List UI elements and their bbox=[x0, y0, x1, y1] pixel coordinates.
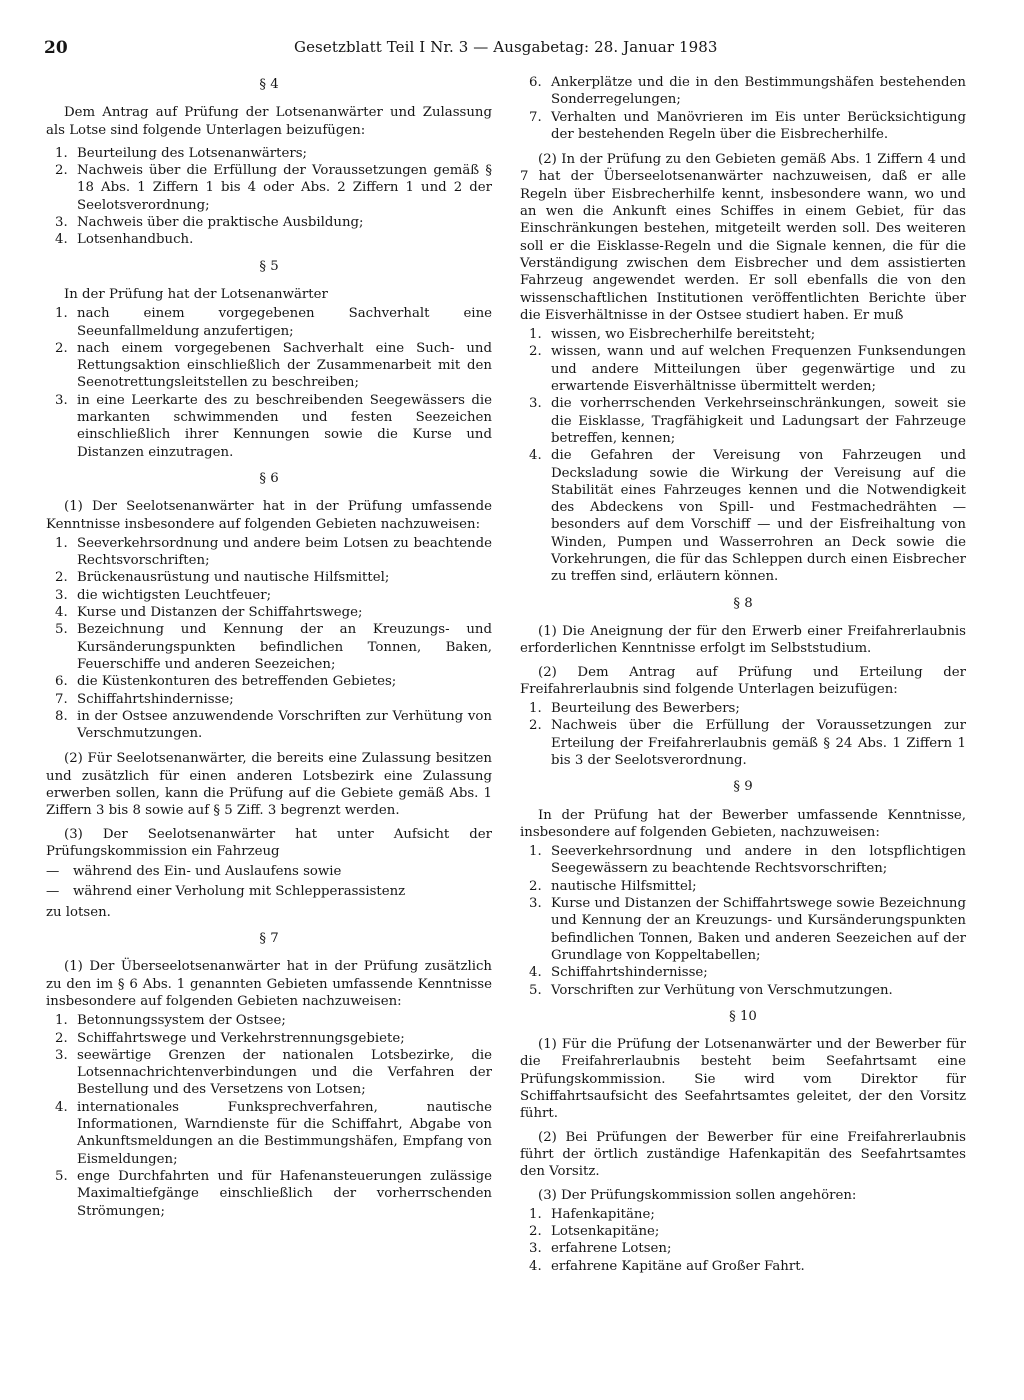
item-text: Nachweis über die praktische Ausbildung; bbox=[77, 215, 364, 231]
item-text: Beurteilung des Lotsenanwärters; bbox=[77, 145, 308, 161]
list-item bbox=[46, 340, 492, 392]
list-item bbox=[46, 621, 492, 673]
item-text: Bezeichnung und Kennung der an Kreuzungs- und Kursänderungspunkten befindlichen Tonnen, Baken, Feuerschiffe und anderen Seezeichen; bbox=[77, 622, 492, 672]
list-item bbox=[520, 447, 966, 585]
section-10-list bbox=[520, 1206, 966, 1275]
item-text: nach einem vorgegebenen Sachverhalt eine Such- und Rettungsaktion einschließlich der Zusammenarbeit mit den Seenotrettungsleitstellen zu beschreiben; bbox=[77, 340, 492, 391]
item-text: Hafenkapitäne; bbox=[551, 1206, 655, 1222]
item-text: während des Ein- und Auslaufens sowie bbox=[73, 864, 342, 880]
item-number: 1. bbox=[529, 844, 542, 860]
section-4-intro: Dem Antrag auf Prüfung der Lotsenanwärter und Zulassung als Lotse sind folgende Unterlagen beizufügen: bbox=[46, 105, 492, 138]
item-number: 3. bbox=[55, 1047, 68, 1063]
item-text: Lotsenkapitäne; bbox=[551, 1224, 660, 1240]
item-text: nach einem vorgegebenen Sachverhalt eine Seeunfallmeldung anzufertigen; bbox=[77, 306, 492, 339]
list-item bbox=[46, 604, 492, 621]
item-number: 4. bbox=[529, 448, 542, 464]
item-text: in eine Leerkarte des zu beschreibenden Seegewässers die markanten schwimmenden und festen Seezeichen einschließlich ihrer Kennungen sowie die Kurse und Distanzen einzutragen. bbox=[77, 392, 492, 460]
item-text: die Küstenkonturen des betreffenden Gebietes; bbox=[77, 674, 397, 690]
section-6-paragraph-3-end: zu lotsen. bbox=[46, 904, 111, 920]
item-text: während einer Verholung mit Schlepperassistenz bbox=[73, 884, 406, 900]
section-10-paragraph-2: (2) Bei Prüfungen der Bewerber für eine Freifahrerlaubnis führt der örtlich zuständige Hafenkapitän des Seefahrtsamtes den Vorsitz. bbox=[520, 1129, 966, 1180]
section-heading-6: § 6 bbox=[259, 470, 279, 486]
item-text: Verhalten und Manövrieren im Eis unter Berücksichtigung der bestehenden Regeln über die Eisbrecherhilfe. bbox=[551, 109, 966, 142]
list-item bbox=[46, 162, 492, 214]
section-4-list bbox=[46, 145, 492, 249]
section-9-intro: In der Prüfung hat der Bewerber umfassende Kenntnisse, insbesondere auf folgenden Gebieten, nachzuweisen: bbox=[520, 807, 966, 840]
section-6-paragraph-2: (2) Für Seelotsenanwärter, die bereits eine Zulassung besitzen und zusätzlich für einen anderen Lotsbezirk eine Zulassung erwerben sollen, kann die Prüfung auf die Gebiete gemäß Abs. 1 Ziffern 3 bis 8 sowie auf § 5 Ziff. 3 begrenzt werden. bbox=[46, 751, 492, 819]
item-number: 4. bbox=[55, 232, 68, 248]
item-number: 4. bbox=[529, 1258, 542, 1274]
list-item bbox=[520, 109, 966, 144]
list-item bbox=[520, 878, 966, 895]
list-item bbox=[520, 343, 966, 395]
list-item bbox=[520, 843, 966, 878]
list-item bbox=[46, 708, 492, 743]
section-7-paragraph-2: (2) In der Prüfung zu den Gebieten gemäß Abs. 1 Ziffern 4 und 7 hat der Überseelotsenanwärter nachzuweisen, daß er alle Regeln über Eisbrecherhilfe kennt, insbesondere wann, wo und an wen die Ankunft eines Schiffes in einem Gebiet, für das Einschränkungen bestehen, mitgeteilt werden soll. Des weiteren soll er die Eisklasse-Regeln und die Signale kennen, die für die Verständigung zwischen dem Eisbrecher und dem assistierten Fahrzeug angewendet werden. Er soll ebenfalls die von den wissenschaftlichen Institutionen veröffentlichten Berichte über die Eisverhältnisse in der Ostsee studiert haben. Er muß bbox=[520, 152, 966, 323]
list-item bbox=[520, 717, 966, 769]
item-text: wissen, wann und auf welchen Frequenzen Funksendungen und andere Mitteilungen über gegenwärtige und zu erwartende Eisverhältnisse übermittelt werden; bbox=[551, 344, 966, 395]
item-text: die Gefahren der Vereisung von Fahrzeugen und Decksladung sowie die Wirkung der Vereisung auf die Stabilität eines Fahrzeuges kennen und die Notwendigkeit des Abdeckens von Spill- und Festmachedrähten — besonders auf dem Vorschiff — und der Eisfreihaltung von Winden, Pumpen und Wasserrohren an Deck sowie die Vorkehrungen, die für das Schleppen durch einen Eisbrecher zu treffen sind, erläutern können. bbox=[551, 448, 966, 585]
item-number: 7. bbox=[55, 691, 68, 707]
list-item bbox=[520, 326, 966, 343]
item-text: internationales Funksprechverfahren, nautische Informationen, Warndienste für die Schiffahrt, Abgabe von Ankunftsmeldungen an die Bestimmungshäfen, Empfang von Eismeldungen; bbox=[77, 1099, 492, 1167]
list-item bbox=[46, 1012, 492, 1029]
item-number: 5. bbox=[55, 1168, 68, 1184]
list-item bbox=[46, 673, 492, 690]
section-heading-9: § 9 bbox=[733, 779, 753, 795]
section-6-list bbox=[46, 535, 492, 743]
section-7-list-continued bbox=[520, 74, 966, 143]
item-text: Nachweis über die Erfüllung der Voraussetzungen gemäß § 18 Abs. 1 Ziffern 1 bis 4 oder Abs. 2 Ziffern 1 und 2 der Seelotsverordnung; bbox=[77, 163, 492, 213]
page-number: 20 bbox=[44, 38, 68, 58]
item-number: 3. bbox=[55, 392, 68, 408]
section-heading-8: § 8 bbox=[733, 595, 753, 611]
item-number: 2. bbox=[55, 1030, 68, 1046]
dash-list-item bbox=[46, 863, 492, 880]
running-head: Gesetzblatt Teil I Nr. 3 — Ausgabetag: 28. Januar 1983 bbox=[294, 38, 718, 56]
left-column bbox=[46, 74, 492, 1228]
list-item bbox=[46, 214, 492, 231]
section-9-list bbox=[520, 843, 966, 999]
section-10-paragraph-3: (3) Der Prüfungskommission sollen angehören: bbox=[538, 1187, 857, 1203]
list-item bbox=[46, 1047, 492, 1099]
item-text: Vorschriften zur Verhütung von Verschmutzungen. bbox=[551, 982, 893, 998]
list-item bbox=[520, 982, 966, 999]
dash-mark: — bbox=[46, 884, 60, 900]
list-item bbox=[520, 1223, 966, 1240]
dash-mark: — bbox=[46, 864, 60, 880]
list-item bbox=[520, 1240, 966, 1257]
section-7-sublist bbox=[520, 326, 966, 585]
list-item bbox=[46, 1168, 492, 1220]
item-number: 2. bbox=[529, 878, 542, 894]
list-item bbox=[520, 895, 966, 964]
section-5-intro: In der Prüfung hat der Lotsenanwärter bbox=[64, 286, 328, 302]
list-item bbox=[520, 395, 966, 447]
item-number: 3. bbox=[55, 215, 68, 231]
item-text: Beurteilung des Bewerbers; bbox=[551, 701, 740, 717]
item-text: Lotsenhandbuch. bbox=[77, 232, 194, 248]
section-8-list bbox=[520, 700, 966, 769]
list-item bbox=[46, 587, 492, 604]
section-6-paragraph-3: (3) Der Seelotsenanwärter hat unter Aufsicht der Prüfungskommission ein Fahrzeug bbox=[46, 826, 492, 859]
item-text: Schiffahrtswege und Verkehrstrennungsgebiete; bbox=[77, 1030, 405, 1046]
list-item bbox=[46, 231, 492, 248]
list-item bbox=[46, 392, 492, 461]
item-text: enge Durchfahrten und für Hafenansteuerungen zulässige Maximaltiefgänge einschließlich der vorherrschenden Strömungen; bbox=[77, 1168, 492, 1219]
item-text: nautische Hilfsmittel; bbox=[551, 878, 697, 894]
section-8-paragraph-1: (1) Die Aneignung der für den Erwerb einer Freifahrerlaubnis erforderlichen Kenntnisse erfolgt im Selbststudium. bbox=[520, 623, 966, 657]
section-7-list bbox=[46, 1012, 492, 1220]
item-number: 2. bbox=[529, 718, 542, 734]
item-number: 8. bbox=[55, 708, 68, 724]
section-heading-4: § 4 bbox=[259, 77, 279, 92]
item-text: die wichtigsten Leuchtfeuer; bbox=[77, 587, 272, 603]
list-item bbox=[46, 145, 492, 162]
list-item bbox=[46, 305, 492, 340]
section-7-paragraph-1: (1) Der Überseelotsenanwärter hat in der Prüfung zusätzlich zu den im § 6 Abs. 1 genannten Gebieten umfassende Kenntnisse insbesondere auf folgenden Gebieten nachzuweisen: bbox=[46, 959, 492, 1009]
item-number: 1. bbox=[529, 327, 542, 343]
item-text: Schiffahrtshindernisse; bbox=[551, 965, 708, 981]
item-number: 2. bbox=[529, 344, 542, 360]
item-text: Seeverkehrsordnung und andere in den lotspflichtigen Seegewässern zu beachtende Rechtsvorschriften; bbox=[551, 844, 966, 877]
list-item bbox=[46, 1099, 492, 1168]
item-number: 5. bbox=[55, 622, 68, 638]
list-item bbox=[46, 569, 492, 586]
item-number: 2. bbox=[529, 1224, 542, 1240]
item-text: erfahrene Kapitäne auf Großer Fahrt. bbox=[551, 1258, 805, 1274]
item-number: 3. bbox=[529, 396, 542, 412]
item-number: 4. bbox=[55, 1099, 68, 1115]
item-text: wissen, wo Eisbrecherhilfe bereitsteht; bbox=[551, 327, 816, 343]
item-number: 4. bbox=[55, 605, 68, 621]
item-text: Schiffahrtshindernisse; bbox=[77, 691, 234, 707]
list-item bbox=[46, 1030, 492, 1047]
section-heading-7: § 7 bbox=[259, 931, 279, 947]
list-item bbox=[46, 691, 492, 708]
item-text: Brückenausrüstung und nautische Hilfsmittel; bbox=[77, 570, 390, 586]
item-text: die vorherrschenden Verkehrseinschränkungen, soweit sie die Eisklasse, Tragfähigkeit und Ladungsart der Fahrzeuge betreffen, kennen; bbox=[551, 396, 966, 446]
item-number: 4. bbox=[529, 965, 542, 981]
item-number: 2. bbox=[55, 163, 68, 179]
item-number: 3. bbox=[55, 587, 68, 603]
section-10-paragraph-1: (1) Für die Prüfung der Lotsenanwärter und der Bewerber für die Freifahrerlaubnis besteht beim Seefahrtsamt eine Prüfungskommission. Sie wird vom Direktor für Schiffahrtsaufsicht des Seefahrtsamtes geleitet, der den Vorsitz führt. bbox=[520, 1037, 966, 1122]
section-5-list bbox=[46, 305, 492, 461]
item-text: in der Ostsee anzuwendende Vorschriften zur Verhütung von Verschmutzungen. bbox=[77, 708, 492, 742]
section-heading-10: § 10 bbox=[729, 1008, 757, 1024]
item-number: 5. bbox=[529, 982, 542, 998]
dash-list-item bbox=[46, 883, 492, 900]
item-number: 1. bbox=[55, 306, 68, 322]
section-6-dash-list bbox=[46, 863, 492, 901]
list-item bbox=[520, 964, 966, 981]
item-text: Betonnungssystem der Ostsee; bbox=[77, 1013, 286, 1029]
item-text: Nachweis über die Erfüllung der Voraussetzungen zur Erteilung der Freifahrerlaubnis gemäß § 24 Abs. 1 Ziffern 1 bis 3 der Seelotsverordnung. bbox=[551, 718, 966, 768]
item-number: 1. bbox=[529, 701, 542, 717]
item-number: 6. bbox=[529, 75, 542, 90]
section-8-paragraph-2: (2) Dem Antrag auf Prüfung und Erteilung der Freifahrerlaubnis sind folgende Unterlagen beizufügen: bbox=[520, 664, 966, 697]
item-number: 2. bbox=[55, 570, 68, 586]
item-number: 3. bbox=[529, 1241, 542, 1257]
section-6-paragraph-1: (1) Der Seelotsenanwärter hat in der Prüfung umfassende Kenntnisse insbesondere auf folgenden Gebieten nachzuweisen: bbox=[46, 499, 492, 532]
section-heading-5: § 5 bbox=[259, 258, 279, 274]
item-number: 1. bbox=[55, 1013, 68, 1029]
item-number: 2. bbox=[55, 340, 68, 356]
item-text: Kurse und Distanzen der Schiffahrtswege sowie Bezeichnung und Kennung der an Kreuzungs- und Kursänderungspunkten befindlichen Tonnen, Baken und anderen Seezeichen auf der Grundlage von Koppeltabellen; bbox=[551, 896, 966, 963]
item-number: 1. bbox=[55, 535, 68, 551]
item-text: Seeverkehrsordnung und andere beim Lotsen zu beachtende Rechtsvorschriften; bbox=[77, 535, 492, 569]
item-number: 6. bbox=[55, 674, 68, 690]
item-number: 7. bbox=[529, 109, 542, 125]
item-number: 1. bbox=[55, 145, 68, 161]
item-number: 1. bbox=[529, 1206, 542, 1222]
list-item bbox=[520, 700, 966, 717]
list-item bbox=[520, 1206, 966, 1223]
list-item bbox=[46, 535, 492, 570]
item-number: 3. bbox=[529, 896, 542, 912]
list-item bbox=[520, 1258, 966, 1275]
item-text: Kurse und Distanzen der Schiffahrtswege; bbox=[77, 605, 363, 621]
item-text: erfahrene Lotsen; bbox=[551, 1241, 672, 1257]
item-text: seewärtige Grenzen der nationalen Lotsbezirke, die Lotsennachrichtenverbindungen und die Verfahren der Bestellung und des Versetzens von Lotsen; bbox=[77, 1047, 492, 1098]
item-text: Ankerplätze und die in den Bestimmungshäfen bestehenden Sonderregelungen; bbox=[551, 75, 966, 108]
list-item bbox=[520, 74, 966, 109]
right-column bbox=[520, 74, 966, 1283]
